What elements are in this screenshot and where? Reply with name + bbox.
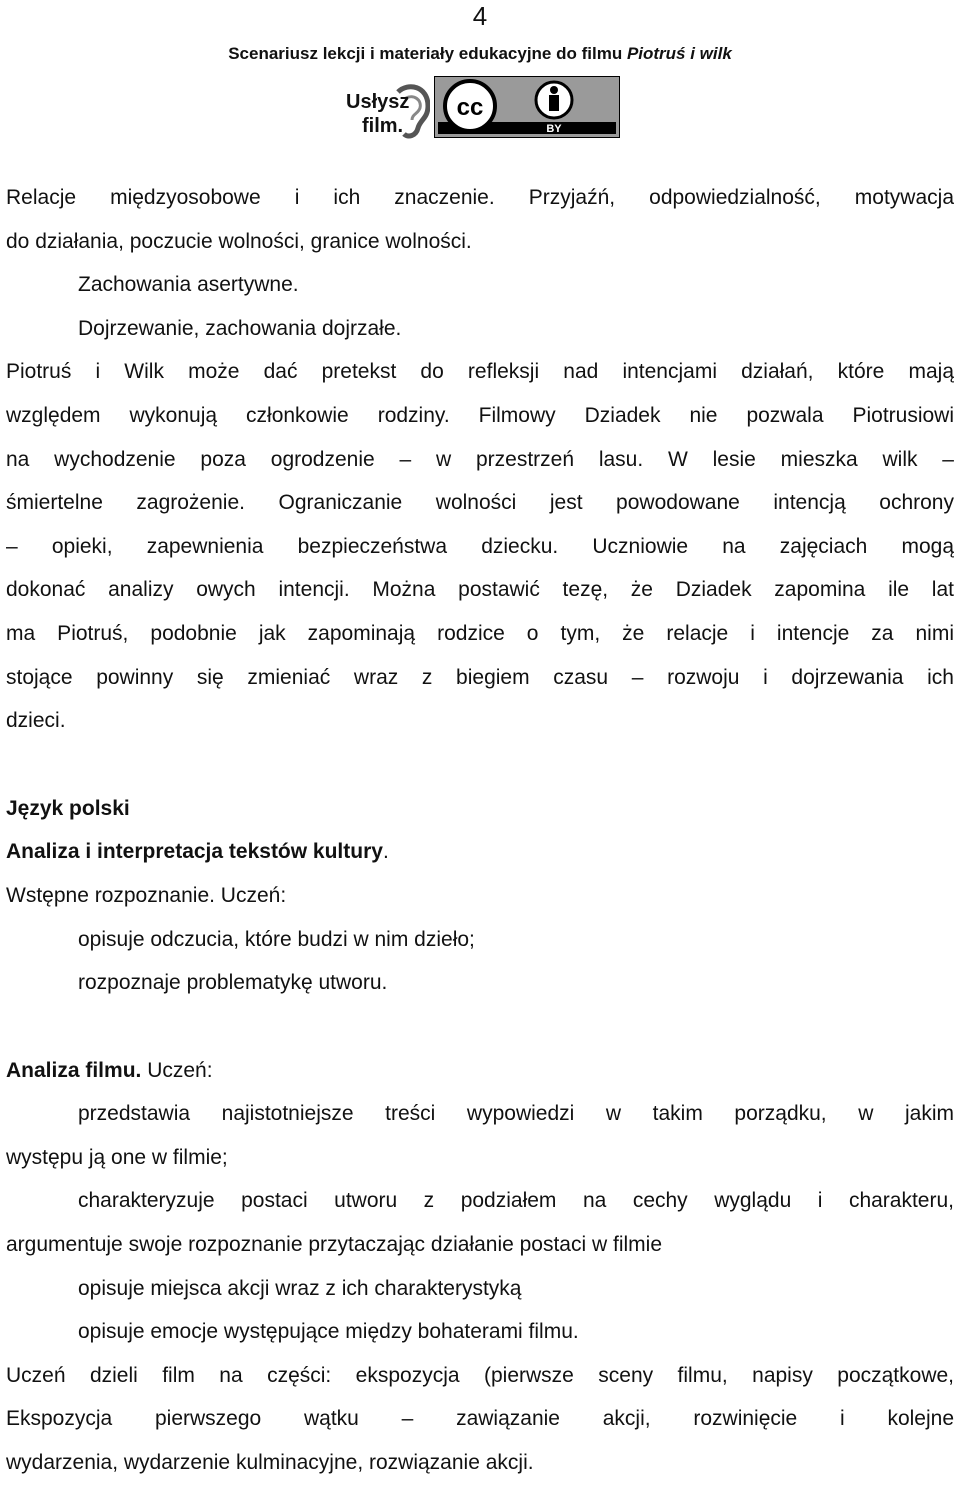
document-body xyxy=(6,176,954,1485)
paragraph-line: – opieki, zapewnienia bezpieczeństwa dziecku. Uczniowie na zajęciach mogą xyxy=(6,534,954,558)
paragraph-line: Dojrzewanie, zachowania dojrzałe. xyxy=(78,316,402,340)
paragraph-line: stojące powinny się zmieniać wraz z biegiem czasu – rozwoju i dojrzewania ich xyxy=(6,665,954,689)
paragraph-line: Piotruś i Wilk może dać pretekst do refleksji nad intencjami działań, które mają xyxy=(6,360,954,384)
paragraph-line: ma Piotruś, podobnie jak zapominają rodzice o tym, że relacje i intencje za nimi xyxy=(6,621,954,645)
section-heading-jezyk-polski: Język polski xyxy=(6,796,130,820)
paragraph-line: do działania, poczucie wolności, granice wolności. xyxy=(6,229,472,253)
analiza-filmu-heading: Analiza filmu. Uczeń: xyxy=(6,1058,213,1082)
document-header xyxy=(0,42,960,66)
paragraph-line: śmiertelne zagrożenie. Ograniczanie wolności jest powodowane intencją ochrony xyxy=(6,491,954,515)
logos xyxy=(346,76,622,142)
list-item: opisuje emocje występujące między bohaterami filmu. xyxy=(78,1320,579,1344)
header-film-title: Piotruś i wilk xyxy=(626,44,732,63)
paragraph-line: Relacje międzyosobowe i ich znaczenie. Przyjaźń, odpowiedzialność, motywacja xyxy=(6,186,954,209)
cc-text: cc xyxy=(456,94,484,121)
list-item: rozpoznaje problematykę utworu. xyxy=(78,971,388,995)
cc-by-license-icon xyxy=(434,76,620,138)
by-text: BY xyxy=(546,123,562,135)
header-prefix: Scenariusz lekcji i materiały edukacyjne do filmu xyxy=(228,44,627,63)
list-item: przedstawia najistotniejsze treści wypowiedzi w takim porządku, w jakim xyxy=(78,1102,954,1126)
list-item-continuation: argumentuje swoje rozpoznanie przytaczając działanie postaci w filmie xyxy=(6,1233,662,1257)
paragraph-line: Uczeń dzieli film na części: ekspozycja (pierwsze sceny filmu, napisy początkowe, xyxy=(6,1363,954,1387)
paragraph-line: względem wykonują członkowie rodziny. Filmowy Dziadek nie pozwala Piotrusiowi xyxy=(6,403,954,427)
uslysz-text: Usłysz xyxy=(346,91,410,113)
list-item: charakteryzuje postaci utworu z podziałem na cechy wyglądu i charakteru, xyxy=(78,1189,954,1213)
paragraph-line: dzieci. xyxy=(6,709,66,733)
paragraph-line: Zachowania asertywne. xyxy=(78,273,299,297)
paragraph-line: Ekspozycja pierwszego wątku – zawiązanie akcji, rozwinięcie i kolejne xyxy=(6,1407,954,1431)
section-subheading: Analiza i interpretacja tekstów kultury. xyxy=(6,840,389,864)
wstepne-rozpoznanie: Wstępne rozpoznanie. Uczeń: xyxy=(6,883,287,907)
list-item: opisuje miejsca akcji wraz z ich charakterystyką xyxy=(78,1276,522,1300)
page-number: 4 xyxy=(472,1,488,31)
paragraph-line: na wychodzenie poza ogrodzenie – w przestrzeń lasu. W lesie mieszka wilk – xyxy=(6,447,954,471)
film-text: film. xyxy=(362,115,404,137)
paragraph-line: dokonać analizy owych intencji. Można postawić tezę, że Dziadek zapomina ile lat xyxy=(6,578,954,602)
list-item-continuation: występu ją one w filmie; xyxy=(6,1145,228,1169)
list-item: opisuje odczucia, które budzi w nim dzieło; xyxy=(78,927,475,951)
paragraph-line: wydarzenia, wydarzenie kulminacyjne, rozwiązanie akcji. xyxy=(6,1451,534,1475)
uslysz-film-logo xyxy=(346,82,430,140)
